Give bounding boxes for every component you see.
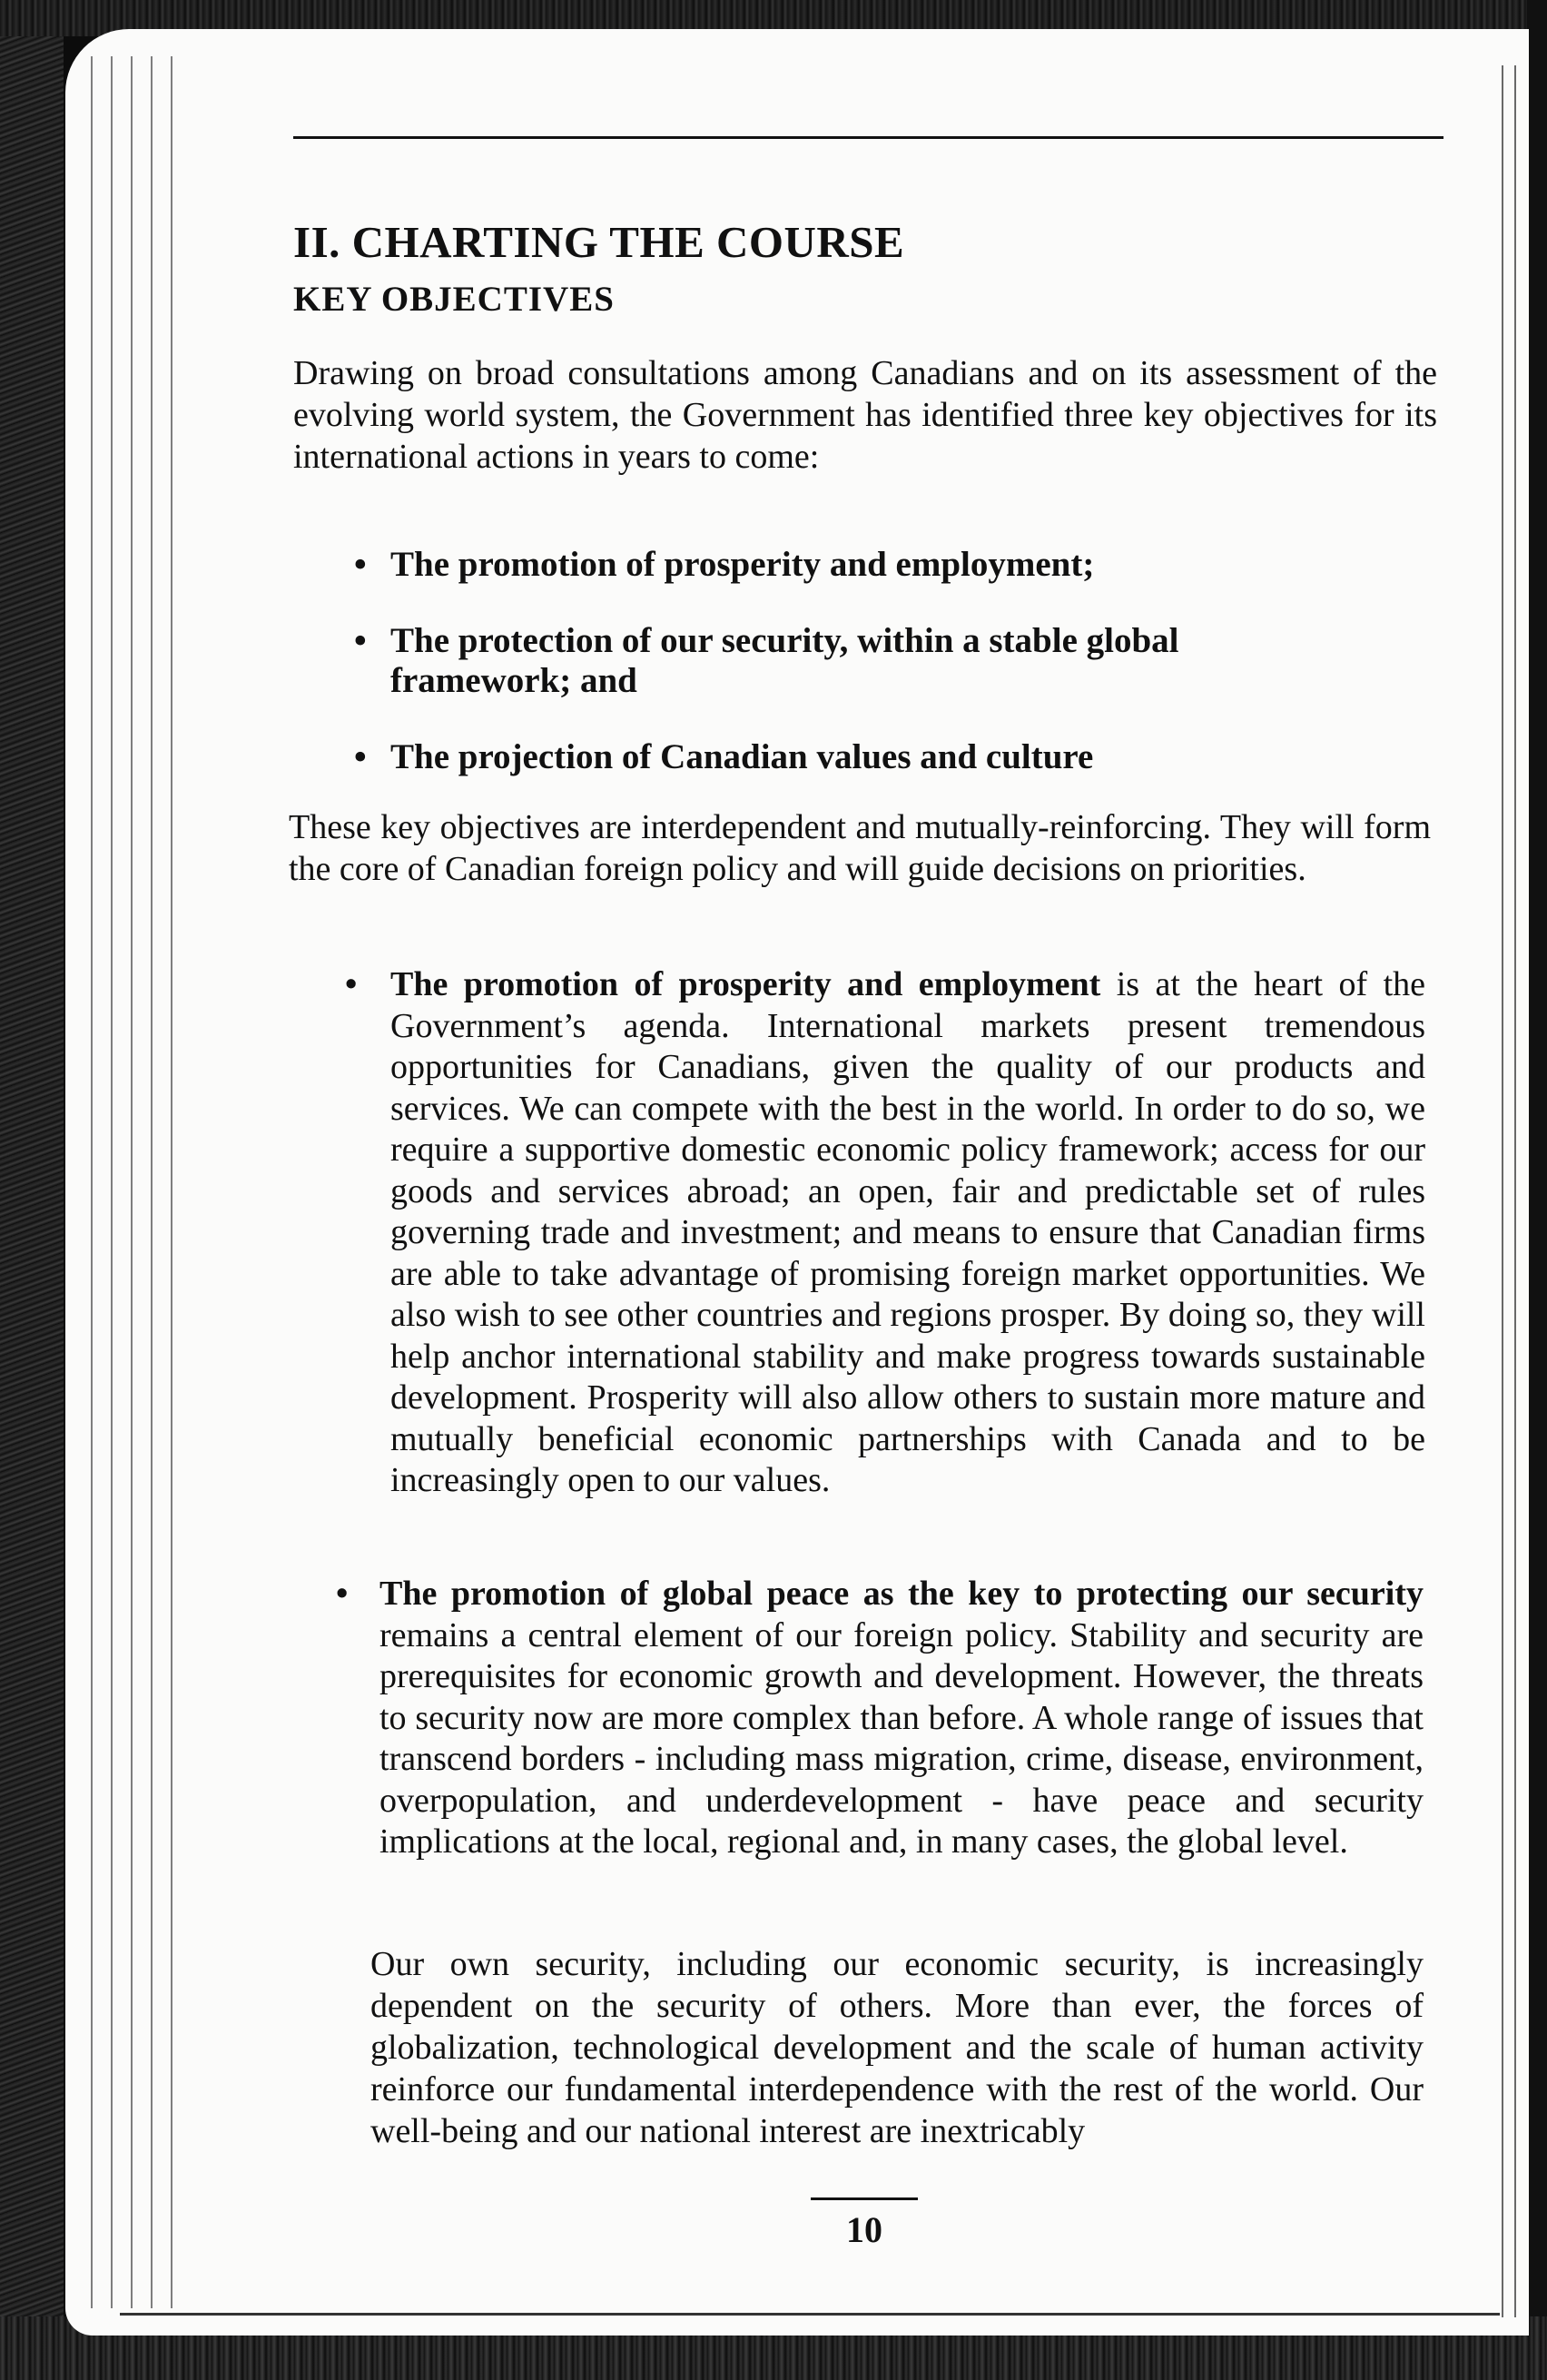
bullet-dot: • (345, 965, 358, 1003)
objective-item: • The promotion of prosperity and employment; (327, 545, 1325, 585)
page-fore-edge (1496, 65, 1522, 2317)
scan-edge-right (1527, 0, 1547, 2380)
page-number: 10 (846, 2209, 882, 2250)
summary-paragraph: These key objectives are interdependent and mutually-reinforcing. They will form the core of Canadian foreign policy and will guide decisions on priorities. (289, 808, 1431, 888)
prosperity-lead: The promotion of prosperity and employment (390, 965, 1101, 1003)
objective-item: • The protection of our security, within a stable global framework; and (327, 621, 1325, 701)
page-binding-edge (82, 56, 172, 2308)
objective-item: • The projection of Canadian values and culture (327, 737, 1325, 777)
objectives-list (327, 545, 1325, 777)
page-bottom-edge (120, 2313, 1500, 2316)
security-lead: The promotion of global peace as the key to protecting our security (379, 1575, 1424, 1613)
section-title: II. CHARTING THE COURSE (293, 217, 905, 267)
scan-edge-left (0, 0, 64, 2380)
page-number-rule (811, 2197, 918, 2200)
security-text: remains a central element of our foreign policy. Stability and security are prerequisites for economic growth and development. However, the threats to security now are more complex than before. A whole range of issues that transcend borders - including mass migration, crime, disease, environment, overpopulation, and underdevelopment - have peace and security implications at the local, regional and, in many cases, the global level. (379, 1615, 1424, 1861)
security-continued-paragraph: Our own security, including our economic security, is increasingly dependent on the security of others. More than ever, the forces of globalization, technological development and the scale of human activity reinforce our fundamental interdependence with the rest of the world. Our well-being and our national interest are inextricably (370, 1945, 1424, 2150)
security-bullet (336, 1574, 1424, 1863)
intro-paragraph: Drawing on broad consultations among Canadians and on its assessment of the evolving world system, the Government has identified three key objectives for its international actions in years to come: (293, 354, 1437, 476)
prosperity-bullet (345, 964, 1425, 1502)
header-rule (293, 136, 1444, 139)
prosperity-text: is at the heart of the Government’s agenda. International markets present tremendous opportunities for Canadians, given the quality of our products and services. We can compete with the best in the world. In order to do so, we require a supportive domestic economic policy framework; access for our goods and services abroad; an open, fair and predictable set of rules governing trade and investment; and means to ensure that Canadian firms are able to take advantage of promising foreign market opportunities. We also wish to see other countries and regions prosper. By doing so, they will help anchor international stability and make progress towards sustainable development. Prosperity will also allow others to sustain more mature and mutually beneficial economic partnerships with Canada and to be increasingly open to our values. (390, 965, 1425, 1499)
bullet-dot: • (336, 1575, 349, 1613)
section-subtitle: KEY OBJECTIVES (293, 280, 615, 319)
